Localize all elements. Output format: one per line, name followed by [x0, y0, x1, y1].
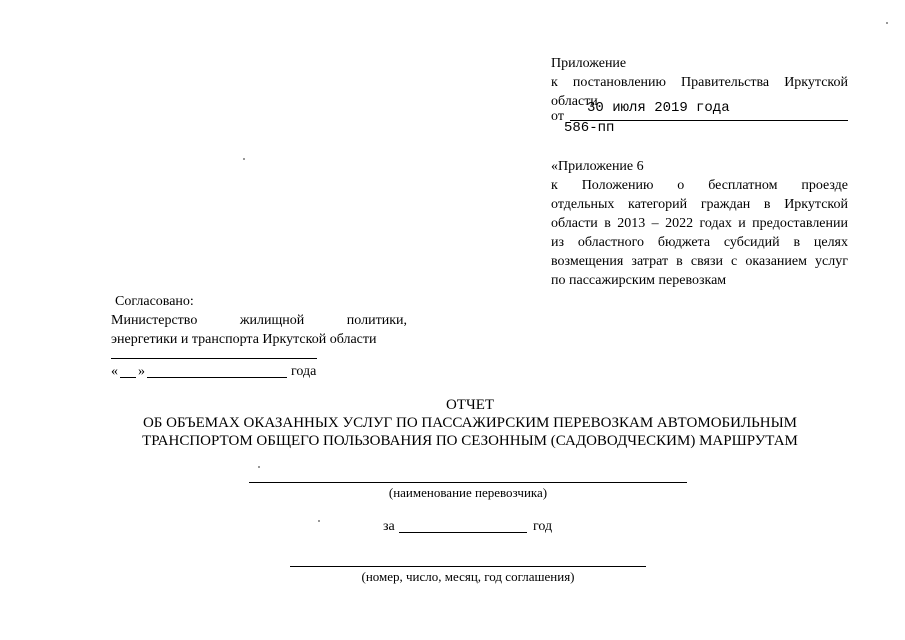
appendix6-line-1: к Положению о бесплатном проезде [551, 178, 848, 193]
report-title: ОТЧЕТ [445, 397, 495, 413]
approval-date-close: » [138, 364, 145, 379]
scan-speck [886, 22, 888, 24]
appendix6-title: «Приложение 6 [551, 159, 644, 174]
appendix-from-prefix: от [551, 109, 564, 124]
carrier-caption: (наименование перевозчика) [388, 485, 548, 500]
approval-month-line [147, 377, 287, 378]
period-suffix: год [533, 519, 553, 534]
approval-line-2: энергетики и транспорта Иркутской области [111, 332, 377, 347]
carrier-name-line [249, 482, 687, 483]
appendix-line-1: к постановлению Правительства Иркутской [551, 75, 848, 90]
report-title-block [90, 396, 850, 450]
approval-date-open: « [111, 364, 118, 379]
period-prefix: за [383, 519, 395, 534]
approval-day-line [120, 377, 136, 378]
agreement-line [290, 566, 646, 567]
appendix-number: 586-пп [564, 120, 615, 136]
agreement-caption: (номер, число, месяц, год соглашения) [361, 569, 575, 584]
scan-speck [243, 158, 245, 160]
appendix6-line-5: возмещения затрат в связи с оказанием услуг [551, 254, 848, 269]
approval-signature-line [111, 358, 317, 359]
period-line [399, 532, 527, 533]
approval-block [111, 292, 407, 349]
report-subtitle-line-1: ОБ ОБЪЕМАХ ОКАЗАННЫХ УСЛУГ ПО ПАССАЖИРСКИМ ПЕРЕВОЗКАМ АВТОМОБИЛЬНЫМ [142, 415, 798, 431]
scan-speck [258, 466, 260, 468]
appendix6-block [551, 157, 848, 290]
appendix6-line-4: из областного бюджета субсидий в целях [551, 235, 848, 250]
appendix6-line-6: по пассажирским перевозкам [551, 273, 727, 288]
scan-speck [318, 520, 320, 522]
appendix6-line-3: области в 2013 – 2022 годах и предоставлении [551, 216, 848, 231]
appendix-line-2: области [551, 94, 598, 109]
approval-year-word: года [291, 364, 317, 379]
appendix-year-word: года [696, 100, 730, 116]
appendix-date: 30 июля 2019 [587, 100, 688, 116]
approval-line-1: Министерство жилищной политики, [111, 313, 407, 328]
report-subtitle-line-2: ТРАНСПОРТОМ ОБЩЕГО ПОЛЬЗОВАНИЯ ПО СЕЗОННЫМ (САДОВОДЧЕСКИМ) МАРШРУТАМ [142, 433, 798, 449]
approval-title: Согласовано: [115, 294, 194, 309]
appendix-title: Приложение [551, 56, 627, 71]
appendix6-line-2: отдельных категорий граждан в Иркутской [551, 197, 848, 212]
